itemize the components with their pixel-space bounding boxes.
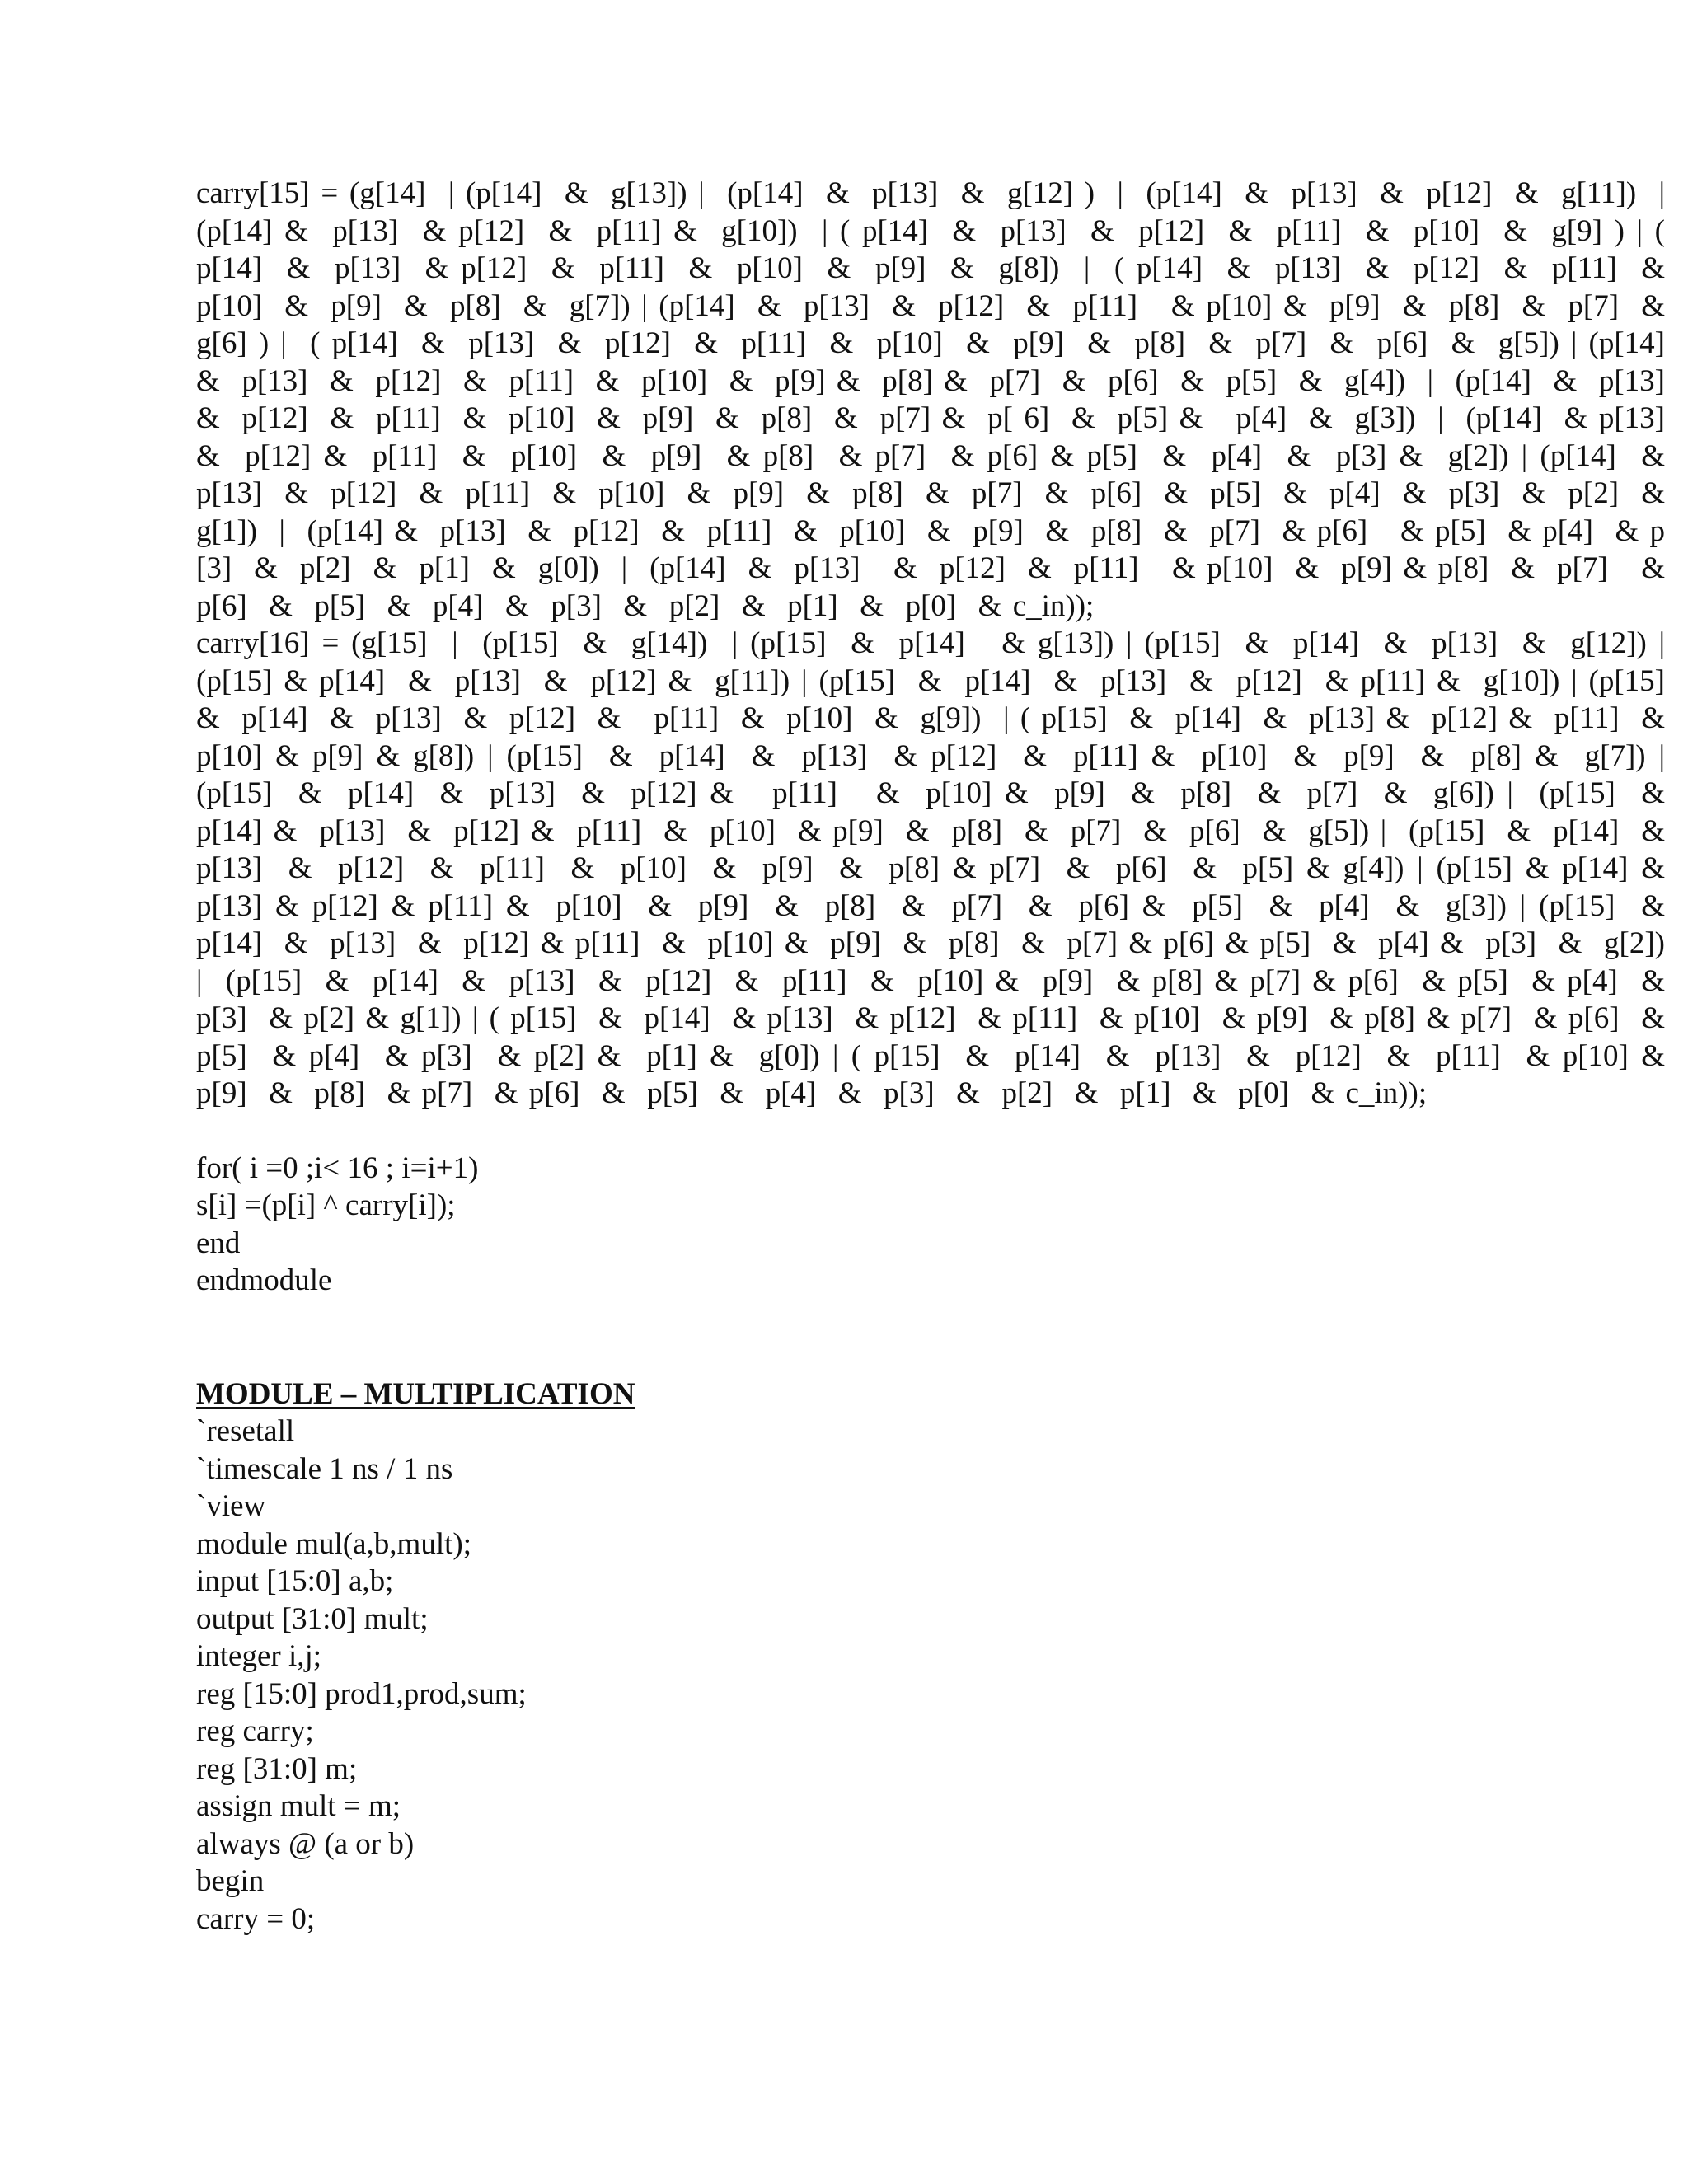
code-line: reg [31:0] m;: [196, 1751, 358, 1786]
carry16-expression: carry[16] = (g[15] | (p[15] & g[14]) | (p[15] & p[14] & g[13]) | (p[15] & p[14] & p[13] & g[12]) | (p[15] & p[14] & p[13] & p[12] & g[11]) | (p[15] & p[14] & p[13] & p[12] & p[11] & g[10]) | (p[15] & p[14] & p[13] & p[12] & p[11] & p[10] & g[9]) | ( p[15] & p[14] & p[13] & p[12] & p[11] & p[10] & p[9] & g[8]) | (p[15] & p[14] & p[13] & p[12] & p[11] & p[10] & p[9] & p[8] & g[7]) | (p[15] & p[14] & p[13] & p[12] & p[11] & p[10] & p[9] & p[8] & p[7] & g[6]) | (p[15] & p[14] & p[13] & p[12] & p[11] & p[10] & p[9] & p[8] & p[7] & p[6] & g[5]) | (p[15] & p[14] & p[13] & p[12] & p[11] & p[10] & p[9] & p[8] & p[7] & p[6] & p[5] & g[4]) | (p[15] & p[14] & p[13] & p[12] & p[11] & p[10] & p[9] & p[8] & p[7] & p[6] & p[5] & p[4] & g[3]) | (p[15] & p[14] & p[13] & p[12] & p[11] & p[10] & p[9] & p[8] & p[7] & p[6] & p[5] & p[4] & p[3] & g[2]) | (p[15] & p[14] & p[13] & p[12] & p[11] & p[10] & p[9] & p[8] & p[7] & p[6] & p[5] & p[4] & p[3] & p[2] & g[1]) | ( p[15] & p[14] & p[13] & p[12] & p[11] & p[10] & p[9] & p[8] & p[7] & p[6] & p[5] & p[4] & p[3] & p[2] & p[1] & g[0]) | ( p[15] & p[14] & p[13] & p[12] & p[11] & p[10] & p[9] & p[8] & p[7] & p[6] & p[5] & p[4] & p[3] & p[2] & p[1] & p[0] & c_in));: [196, 626, 1687, 1110]
code-line: `view: [196, 1489, 266, 1523]
code-line: reg [15:0] prod1,prod,sum;: [196, 1676, 527, 1711]
code-line: `timescale 1 ns / 1 ns: [196, 1451, 453, 1486]
code-line: carry = 0;: [196, 1901, 316, 1936]
sum-loop-block: [196, 1150, 1665, 1300]
spacer: [196, 1300, 1665, 1376]
code-line: reg carry;: [196, 1714, 314, 1748]
code-line: module mul(a,b,mult);: [196, 1526, 471, 1561]
code-line: begin: [196, 1864, 265, 1898]
carry15-expression: carry[15] = (g[14] | (p[14] & g[13]) | (p[14] & p[13] & g[12] ) | (p[14] & p[13] & p[12] & g[11]) | (p[14] & p[13] & p[12] & p[11] & g[10]) | ( p[14] & p[13] & p[12] & p[11] & p[10] & g[9] ) | ( p[14] & p[13] & p[12] & p[11] & p[10] & p[9] & g[8]) | ( p[14] & p[13] & p[12] & p[11] & p[10] & p[9] & p[8] & g[7]) | (p[14] & p[13] & p[12] & p[11] & p[10] & p[9] & p[8] & p[7] & g[6] ) | ( p[14] & p[13] & p[12] & p[11] & p[10] & p[9] & p[8] & p[7] & p[6] & g[5]) | (p[14] & p[13] & p[12] & p[11] & p[10] & p[9] & p[8] & p[7] & p[6] & p[5] & g[4]) | (p[14] & p[13] & p[12] & p[11] & p[10] & p[9] & p[8] & p[7] & p[ 6] & p[5] & p[4] & g[3]) | (p[14] & p[13] & p[12] & p[11] & p[10] & p[9] & p[8] & p[7] & p[6] & p[5] & p[4] & p[3] & g[2]) | (p[14] & p[13] & p[12] & p[11] & p[10] & p[9] & p[8] & p[7] & p[6] & p[5] & p[4] & p[3] & p[2] & g[1]) | (p[14] & p[13] & p[12] & p[11] & p[10] & p[9] & p[8] & p[7] & p[6] & p[5] & p[4] & p [3] & p[2] & p[1] & g[0]) | (p[14] & p[13] & p[12] & p[11] & p[10] & p[9] & p[8] & p[7] & p[6] & p[5] & p[4] & p[3] & p[2] & p[1] & p[0] & c_in));: [196, 176, 1687, 623]
code-line: always @ (a or b): [196, 1826, 415, 1861]
code-line: end: [196, 1226, 241, 1260]
code-line: endmodule: [196, 1263, 332, 1297]
document-page: [196, 175, 1687, 1938]
spacer: [196, 1113, 1665, 1150]
code-line: integer i,j;: [196, 1639, 322, 1673]
mul-module-block: [196, 1413, 1665, 1938]
code-line: assign mult = m;: [196, 1789, 401, 1823]
code-line: input [15:0] a,b;: [196, 1564, 394, 1598]
code-line: `resetall: [196, 1414, 295, 1448]
code-line: s[i] =(p[i] ^ carry[i]);: [196, 1188, 456, 1222]
section-heading: MODULE – MULTIPLICATION: [196, 1376, 635, 1411]
code-line: for( i =0 ;i< 16 ; i=i+1): [196, 1151, 479, 1185]
code-line: output [31:0] mult;: [196, 1601, 429, 1636]
